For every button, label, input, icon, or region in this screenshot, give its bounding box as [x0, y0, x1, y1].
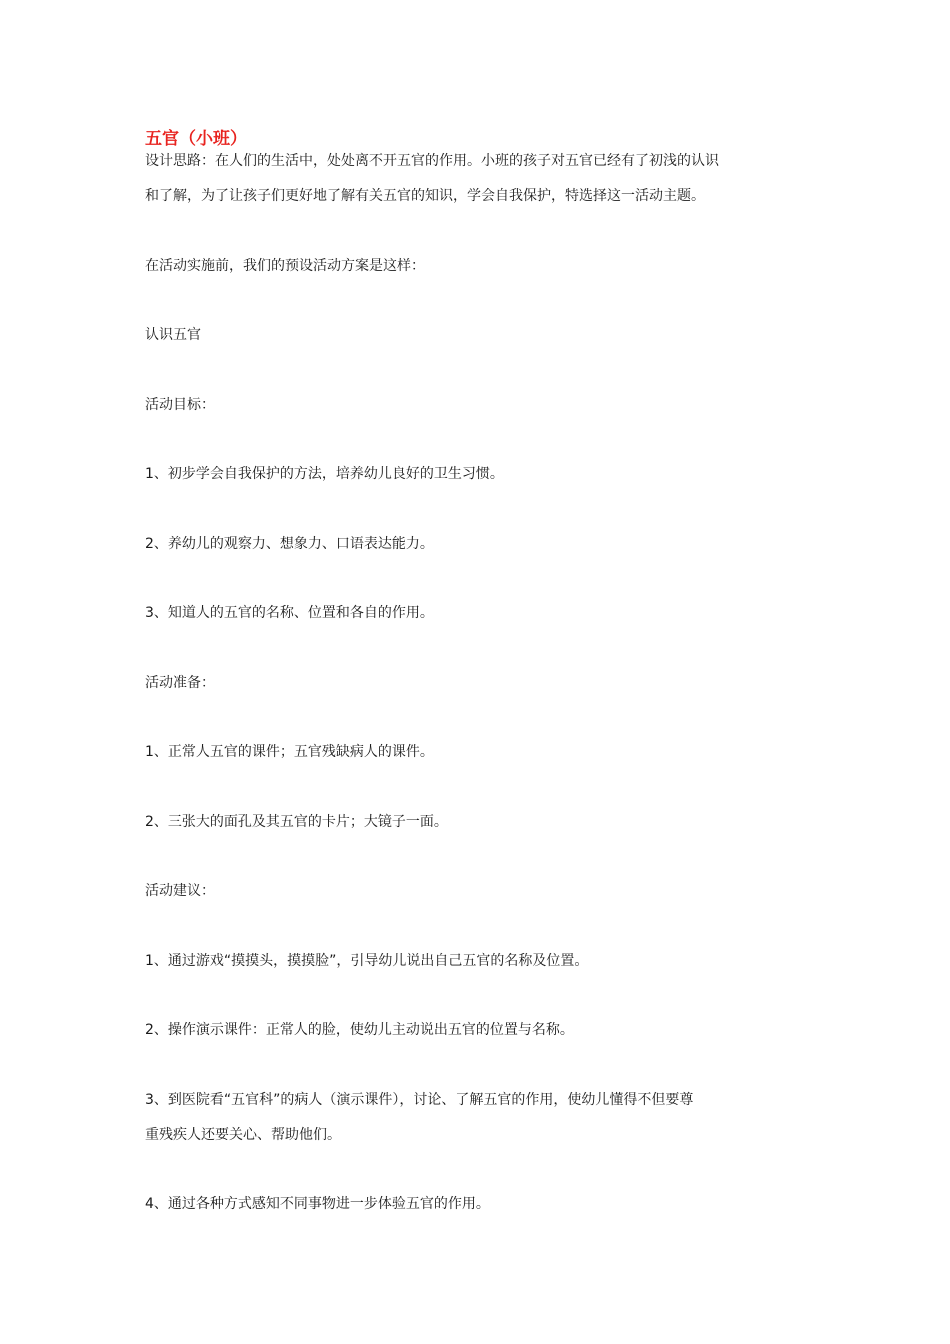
suggest-item-2: 2、操作演示课件：正常人的脸，使幼儿主动说出五官的位置与名称。 [145, 1022, 574, 1038]
goal-item-1: 1、初步学会自我保护的方法，培养幼儿良好的卫生习惯。 [145, 466, 504, 482]
prep-heading: 活动准备： [145, 675, 215, 691]
document-title: 五官（小班） [145, 129, 247, 149]
suggest-item-3-line-2: 重残疾人还要关心、帮助他们。 [145, 1127, 341, 1143]
goal-item-2: 2、养幼儿的观察力、想象力、口语表达能力。 [145, 536, 434, 552]
intro-line-2: 和了解，为了让孩子们更好地了解有关五官的知识，学会自我保护，特选择这一活动主题。 [145, 188, 705, 204]
goal-item-3: 3、知道人的五官的名称、位置和各自的作用。 [145, 605, 434, 621]
intro-line-1: 设计思路：在人们的生活中，处处离不开五官的作用。小班的孩子对五官已经有了初浅的认识 [145, 153, 719, 169]
activity-name: 认识五官 [145, 327, 201, 343]
suggest-item-4: 4、通过各种方式感知不同事物进一步体验五官的作用。 [145, 1196, 490, 1212]
suggest-item-3-line-1: 3、到医院看“五官科”的病人（演示课件），讨论、了解五官的作用，使幼儿懂得不但要尊 [145, 1092, 694, 1108]
preface-text: 在活动实施前，我们的预设活动方案是这样： [145, 258, 425, 274]
goals-heading: 活动目标： [145, 397, 215, 413]
suggest-heading: 活动建议： [145, 883, 215, 899]
suggest-item-1: 1、通过游戏“摸摸头，摸摸脸”，引导幼儿说出自己五官的名称及位置。 [145, 953, 589, 969]
prep-item-1: 1、正常人五官的课件；五官残缺病人的课件。 [145, 744, 434, 760]
prep-item-2: 2、三张大的面孔及其五官的卡片；大镜子一面。 [145, 814, 448, 830]
